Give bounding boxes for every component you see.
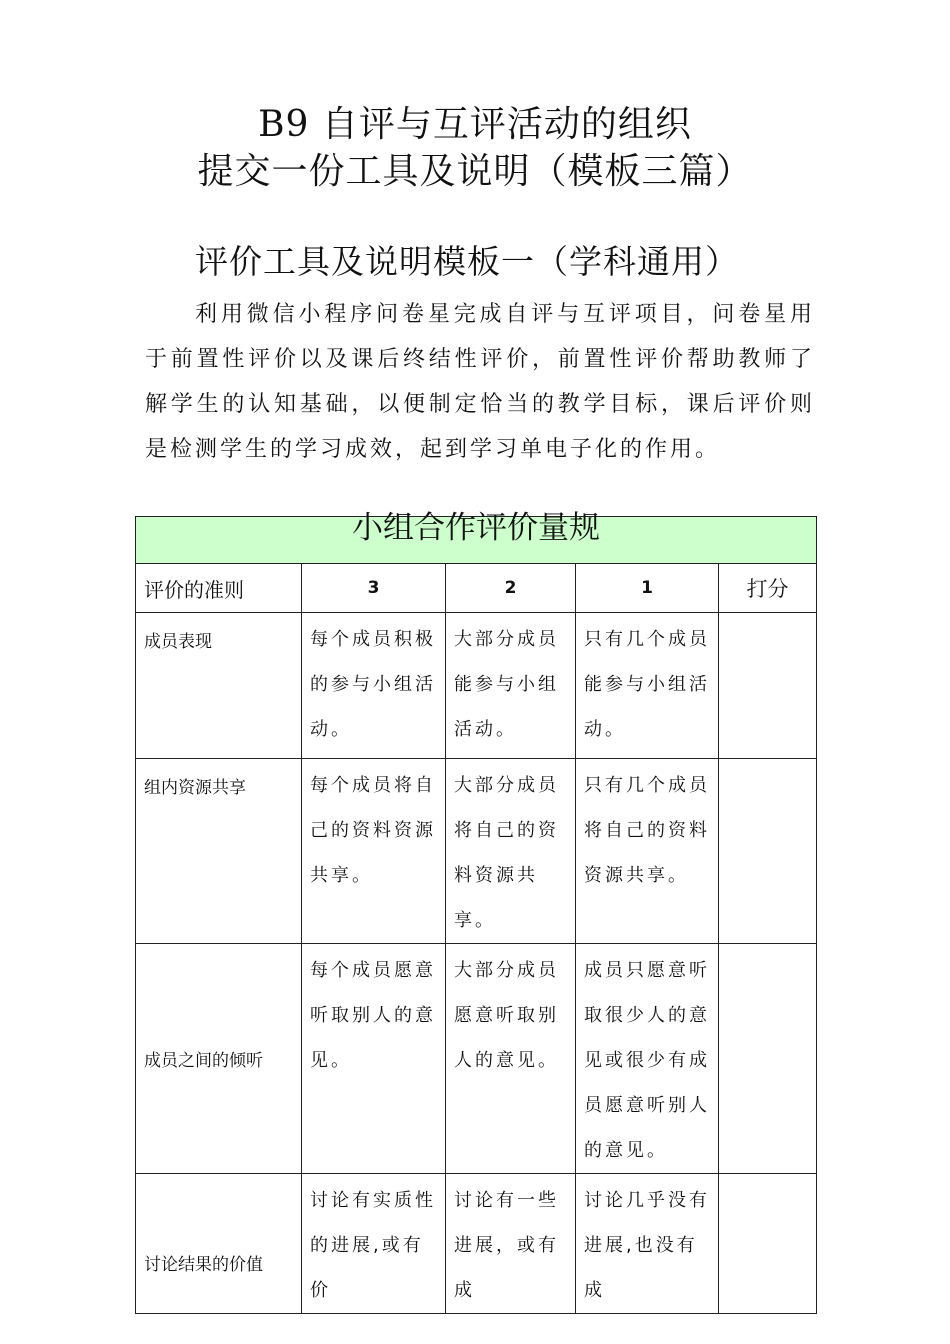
table-row [136, 944, 817, 1174]
row-criterion: 组内资源共享 [136, 759, 302, 944]
header-level-2: 2 [446, 564, 576, 613]
row-level-3: 每个成员积极的参与小组活动。 [302, 613, 446, 759]
table-row [136, 1174, 817, 1314]
section-subtitle: 评价工具及说明模板一（学科通用） [195, 242, 739, 281]
row-criterion: 成员之间的倾听 [136, 944, 302, 1174]
rubric-table [135, 510, 817, 1314]
row-level-2: 大部分成员将自己的资料资源共享。 [446, 759, 576, 944]
row-level-2: 大部分成员愿意听取别人的意见。 [446, 944, 576, 1174]
table-caption-text: 小组合作评价量规 [352, 510, 600, 546]
row-level-3: 每个成员愿意听取别人的意见。 [302, 944, 446, 1174]
row-level-1: 讨论几乎没有进展,也没有成 [576, 1174, 719, 1314]
document-title-line1: B9 自评与互评活动的组织 [258, 104, 692, 145]
row-score-cell[interactable] [719, 759, 817, 944]
row-criterion: 成员表现 [136, 613, 302, 759]
header-level-1: 1 [576, 564, 719, 613]
row-level-2: 大部分成员能参与小组活动。 [446, 613, 576, 759]
row-level-1: 只有几个成员能参与小组活动。 [576, 613, 719, 759]
row-criterion: 讨论结果的价值 [136, 1174, 302, 1314]
row-level-3: 讨论有实质性的进展,或有价 [302, 1174, 446, 1314]
row-level-3: 每个成员将自己的资料资源共享。 [302, 759, 446, 944]
table-row [136, 613, 817, 759]
row-score-cell[interactable] [719, 1174, 817, 1314]
row-level-1: 成员只愿意听取很少人的意见或很少有成员愿意听别人的意见。 [576, 944, 719, 1174]
row-level-1: 只有几个成员将自己的资料资源共享。 [576, 759, 719, 944]
header-criteria: 评价的准则 [136, 564, 302, 613]
row-level-2: 讨论有一些进展，或有成 [446, 1174, 576, 1314]
table-header-row [136, 564, 817, 613]
row-score-cell[interactable] [719, 944, 817, 1174]
intro-paragraph: 利用微信小程序问卷星完成自评与互评项目，问卷星用于前置性评价以及课后终结性评价，前置性评价帮助教师了解学生的认知基础，以便制定恰当的教学目标，课后评价则是检测学生的学习成效，起到学习单电子化的作用。 [145, 302, 815, 462]
document-title-line2: 提交一份工具及说明（模板三篇） [197, 151, 753, 192]
header-score: 打分 [719, 564, 817, 613]
table-row [136, 759, 817, 944]
row-score-cell[interactable] [719, 613, 817, 759]
header-level-3: 3 [302, 564, 446, 613]
table-caption [136, 510, 817, 564]
